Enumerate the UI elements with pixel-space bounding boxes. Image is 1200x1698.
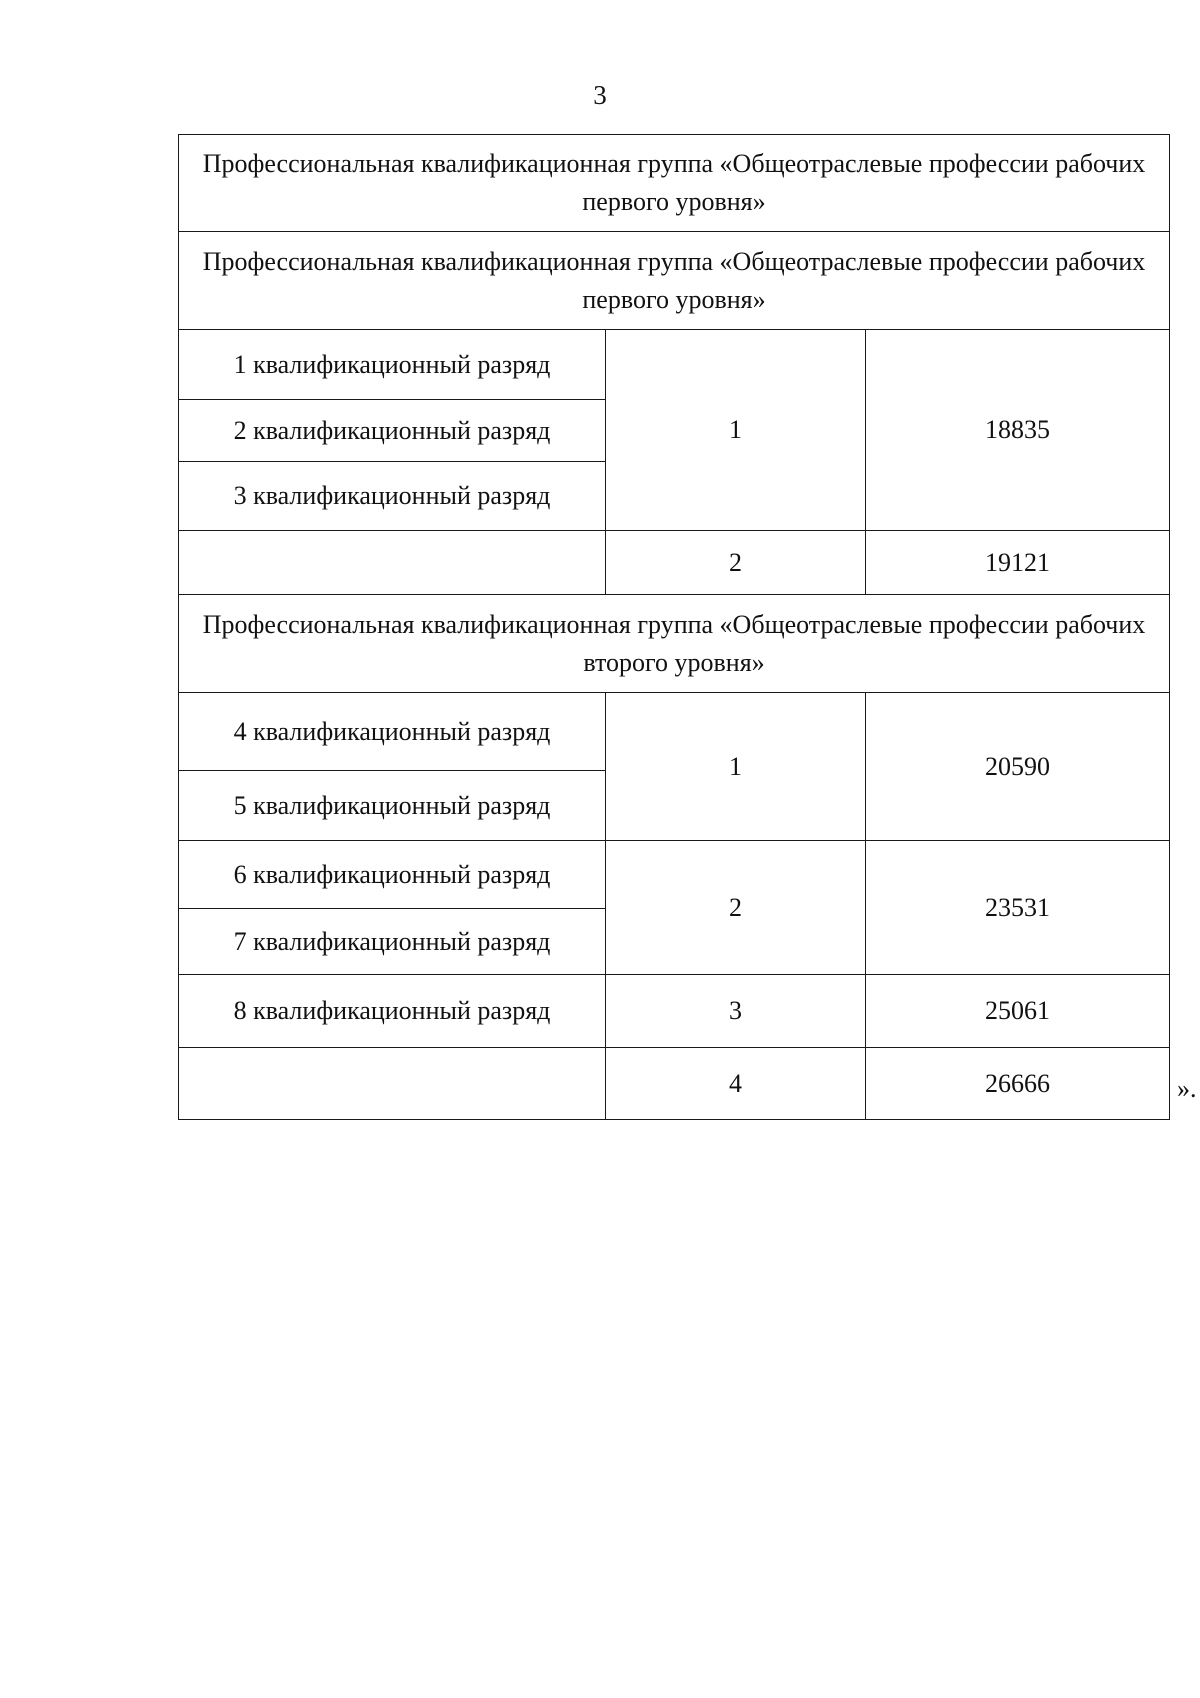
level-cell: 2: [606, 841, 866, 975]
table-row: [179, 975, 1170, 1048]
salary-cell: 23531: [866, 841, 1170, 975]
grade-cell: 8 квалификационный разряд: [179, 975, 606, 1048]
grade-cell: 2 квалификационный разряд: [179, 400, 606, 462]
table-row: [179, 531, 1170, 595]
grade-cell: 3 квалификационный разряд: [179, 462, 606, 531]
group1-title-row: [179, 232, 1170, 330]
level-cell: 3: [606, 975, 866, 1048]
group-title-cell: Профессиональная квалификационная группа «Общеотраслевые профессии рабочих второго уровня»: [179, 595, 1170, 693]
page-number: 3: [593, 80, 607, 110]
grade-cell: [179, 1048, 606, 1120]
salary-cell: 25061: [866, 975, 1170, 1048]
level-cell: 1: [606, 330, 866, 531]
grade-cell: 6 квалификационный разряд: [179, 841, 606, 909]
table-row: [179, 841, 1170, 909]
table-row: [179, 330, 1170, 400]
group-title-cell: Профессиональная квалификационная группа «Общеотраслевые профессии рабочих первого уровня»: [179, 232, 1170, 330]
grade-cell: 4 квалификационный разряд: [179, 693, 606, 771]
salary-table: [178, 134, 1170, 1120]
salary-cell: 18835: [866, 330, 1170, 531]
level-cell: 2: [606, 531, 866, 595]
level-cell: 1: [606, 693, 866, 841]
table-row: [179, 693, 1170, 771]
salary-cell: 19121: [866, 531, 1170, 595]
salary-cell: 20590: [866, 693, 1170, 841]
group2-title-row: [179, 595, 1170, 693]
salary-cell: 26666: [866, 1048, 1170, 1120]
table-row: [179, 1048, 1170, 1120]
group1-header-row: [179, 135, 1170, 232]
grade-cell: 5 квалификационный разряд: [179, 771, 606, 841]
level-cell: 4: [606, 1048, 866, 1120]
grade-cell: 1 квалификационный разряд: [179, 330, 606, 400]
group-header-cell: Профессиональная квалификационная группа «Общеотраслевые профессии рабочих первого уровня»: [179, 135, 1170, 232]
closing-quote-mark: ».: [1177, 1074, 1197, 1103]
grade-cell: 7 квалификационный разряд: [179, 909, 606, 975]
grade-cell: [179, 531, 606, 595]
